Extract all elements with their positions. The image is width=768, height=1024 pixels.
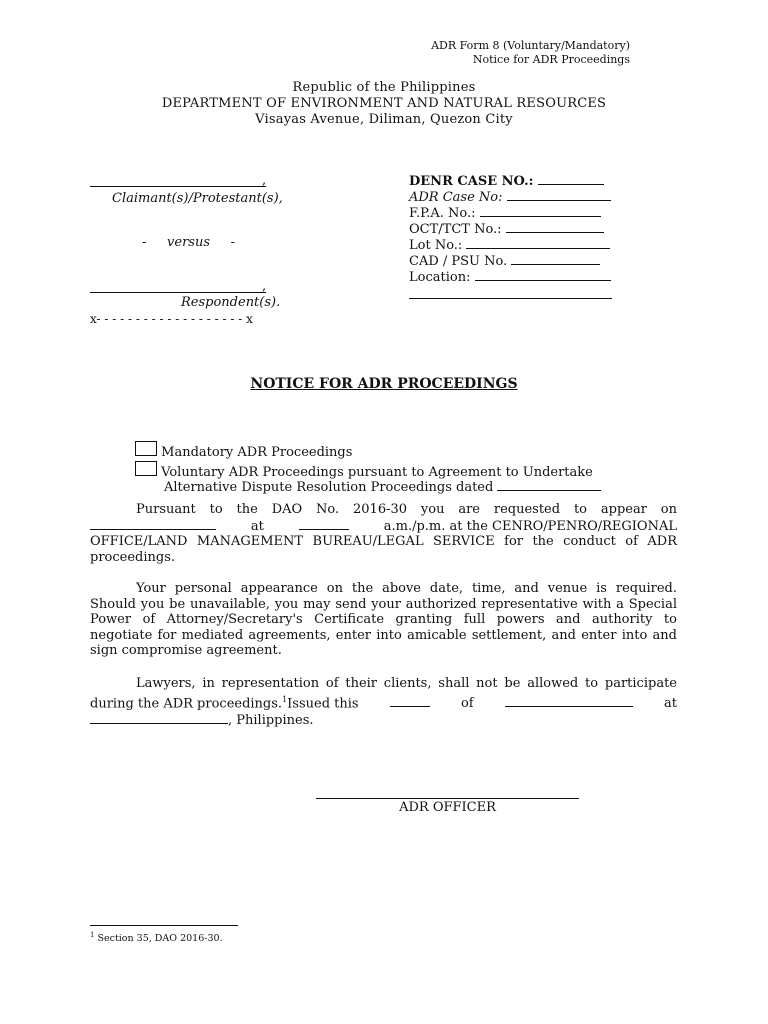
address-line: Visayas Avenue, Diliman, Quezon City [255,112,513,127]
p1-at: at [250,518,264,534]
issued-day-input[interactable] [390,695,430,707]
claimant-name-line[interactable] [90,174,266,187]
form-number: ADR Form 8 (Voluntary/Mandatory) [431,39,630,52]
p3-of: of [460,695,474,711]
appearance-time-input[interactable] [299,518,349,530]
lot-input[interactable] [466,247,610,249]
mandatory-label: Mandatory ADR Proceedings [161,445,353,460]
respondent-comma: , [262,279,267,294]
voluntary-label-line2: Alternative Dispute Resolution Proceedings dated [164,480,494,496]
adr-case-label: ADR Case No: [409,190,503,205]
parties-separator: x- - - - - - - - - - - - - - - - - - - x [90,312,253,326]
p3-issued: Issued this [287,695,359,711]
claimant-label: Claimant(s)/Protestant(s), [112,191,283,206]
denr-case-label: DENR CASE NO.: [409,174,534,189]
respondent-name-line[interactable] [90,280,266,293]
p2-line1: Your personal appearance on the above date, time, and venue is required. [136,581,677,596]
issued-place-input[interactable] [90,712,228,724]
versus-label: - versus - [142,235,236,250]
p2-line5: sign compromise agreement. [90,643,282,659]
cad-psu-field [409,254,612,270]
p1-line1: Pursuant to the DAO No. 2016-30 you are requested to appear on [136,502,677,517]
p3-philippines: , Philippines. [228,712,314,728]
paragraph-lawyers [90,676,677,728]
location-field [409,270,612,286]
lot-field [409,238,612,254]
agency-header [0,80,768,128]
footnote-rule [90,925,238,926]
p1-ampm: a.m./p.m. at the CENRO/PENRO/REGIONAL [383,518,677,534]
denr-case-input[interactable] [538,183,604,185]
republic-line: Republic of the Philippines [292,80,476,95]
footnote-mark: 1 [90,931,95,939]
footnote-ref: 1 [282,694,288,704]
mandatory-checkbox[interactable] [135,441,157,456]
oct-tct-label: OCT/TCT No.: [409,222,502,237]
respondent-label: Respondent(s). [181,295,281,310]
notice-title: NOTICE FOR ADR PROCEEDINGS [250,376,518,392]
cad-psu-label: CAD / PSU No. [409,254,508,269]
lot-label: Lot No.: [409,238,463,253]
p3-at: at [663,695,677,711]
p2-line3: Power of Attorney/Secretary's Certificate granting full powers and authority to [90,612,677,628]
p2-line2: Should you be unavailable, you may send your authorized representative with a Special [90,596,677,612]
case-fields [409,174,612,299]
oct-tct-field [409,222,612,238]
appearance-date-input[interactable] [90,518,216,530]
p3-during-text: during the ADR proceedings. [90,695,283,711]
cad-psu-input[interactable] [511,263,600,265]
proceeding-options [135,441,601,496]
p3-line1: Lawyers, in representation of their clients, shall not be allowed to participate [136,676,677,691]
adr-officer-label: ADR OFFICER [399,800,496,815]
footnote [90,931,223,944]
adr-case-input[interactable] [507,199,611,201]
footnote-text: Section 35, DAO 2016-30. [97,933,223,945]
denr-case-field [409,174,612,190]
fpa-field [409,206,612,222]
voluntary-label-line1: Voluntary ADR Proceedings pursuant to Agreement to Undertake [161,464,593,480]
p3-line3 [90,712,677,729]
p1-line3: OFFICE/LAND MANAGEMENT BUREAU/LEGAL SERVICE for the conduct of ADR [90,534,677,550]
p1-line2 [90,518,677,535]
location-input[interactable] [475,279,611,281]
location-label: Location: [409,270,471,285]
voluntary-line2 [135,480,601,496]
p3-line2 [90,692,677,712]
mandatory-option [135,441,601,461]
p1-line4: proceedings. [90,549,176,565]
voluntary-option [135,461,601,481]
form-subtitle: Notice for ADR Proceedings [472,53,630,66]
department-line: DEPARTMENT OF ENVIRONMENT AND NATURAL RESOURCES [161,96,607,111]
location-input-line2[interactable] [409,286,612,299]
agreement-date-input[interactable] [497,489,601,491]
signature-line[interactable] [316,786,579,799]
issued-month-input[interactable] [505,695,633,707]
fpa-label: F.P.A. No.: [409,206,476,221]
paragraph-appearance [90,502,677,565]
voluntary-checkbox[interactable] [135,461,157,476]
claimant-comma: , [262,173,267,188]
adr-case-field [409,190,612,206]
oct-tct-input[interactable] [506,231,604,233]
p3-during [90,692,359,712]
paragraph-personal-appearance [90,581,677,659]
p2-line4: negotiate for mediated agreements, enter into amicable settlement, and enter into and [90,627,677,643]
form-header [431,39,630,67]
fpa-input[interactable] [480,215,601,217]
